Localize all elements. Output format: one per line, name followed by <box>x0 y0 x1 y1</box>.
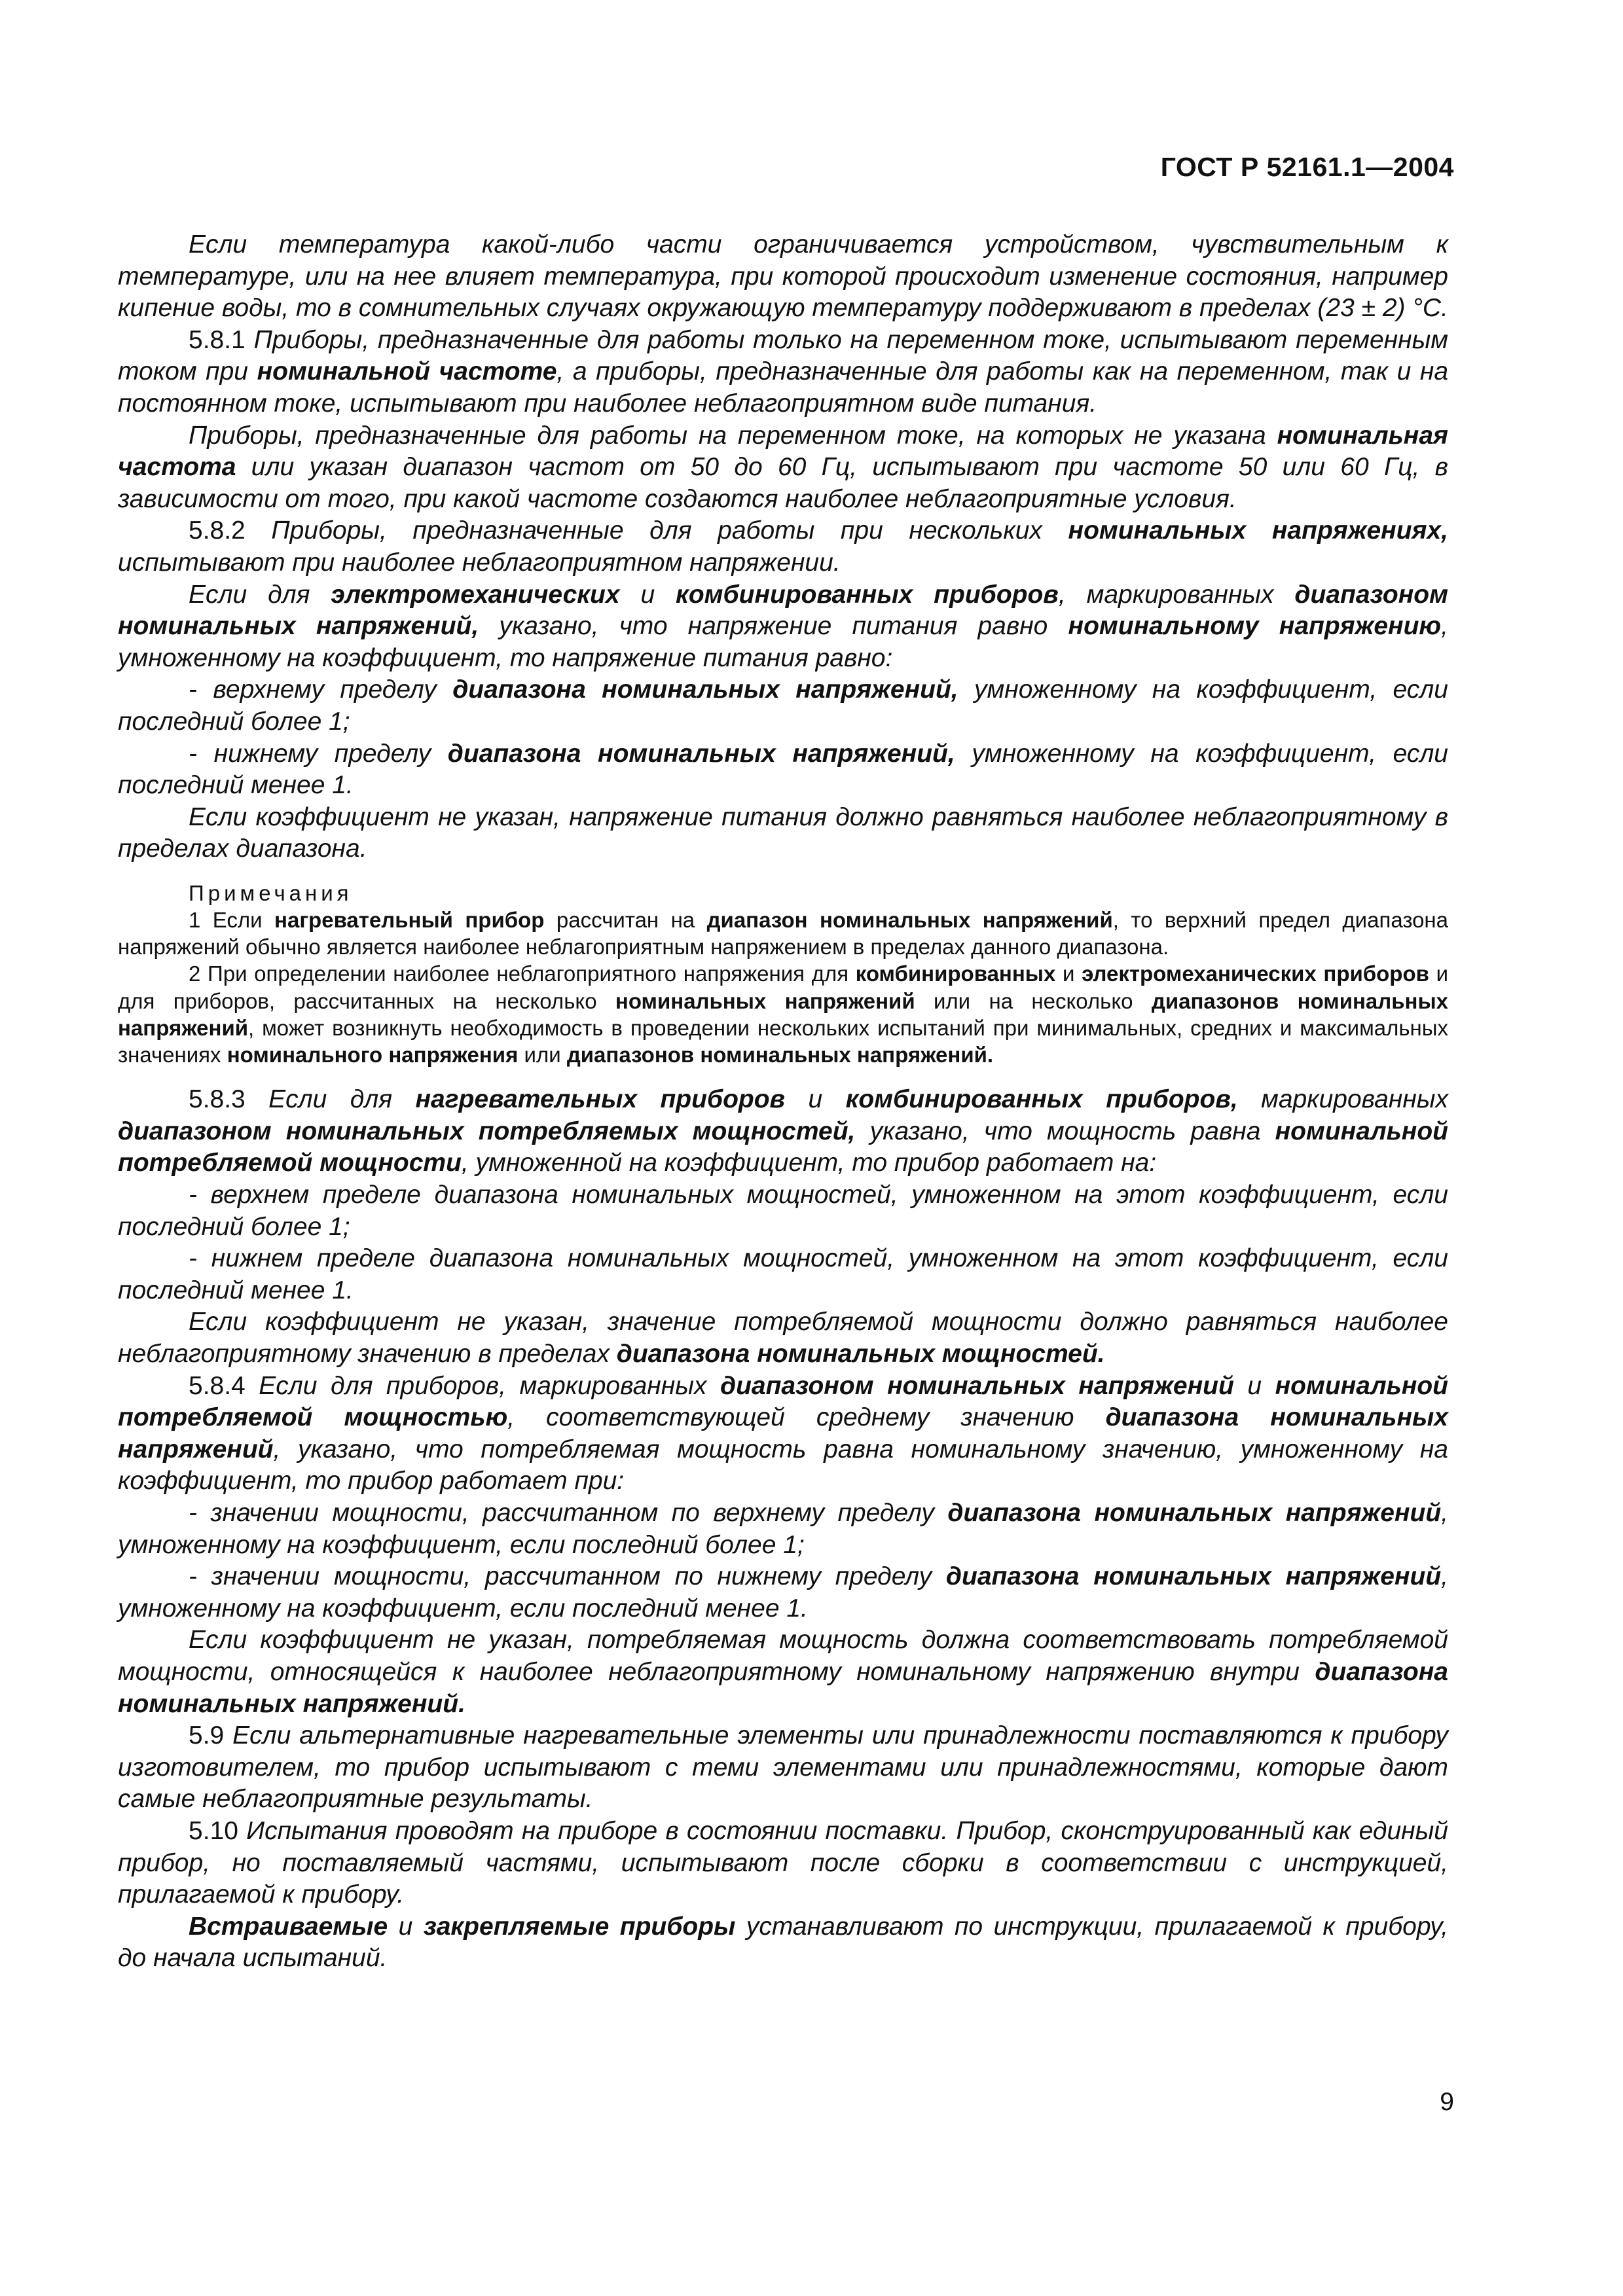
notes-block <box>118 880 1448 1068</box>
list-item: - верхнему пределу диапазона номинальных напряжений, умноженному на коэффициент, если последний более 1; <box>118 675 1448 736</box>
term: диапазоном номинальных потребляемых мощностей, <box>118 1117 856 1145</box>
clause-number: 5.9 <box>189 1721 225 1750</box>
note-1: 1 Если нагревательный прибор рассчитан на диапазон номинальных напряжений, то верхний предел диапазона напряжений обычно является наиболее неблагоприятным напряжением в пределах данного диапазона. <box>118 908 1449 960</box>
document-body <box>118 229 1448 1975</box>
term: диапазонов номинальных напряжений <box>118 988 1448 1040</box>
term: электромеханических <box>331 580 620 609</box>
term: номинального напряжения <box>227 1043 519 1067</box>
term: диапазона номинальных напряжений, <box>447 739 955 768</box>
clause-number: 5.8.2 <box>189 516 246 545</box>
term: номинальных напряжений <box>615 988 915 1013</box>
term: комбинированных приборов <box>676 580 1059 609</box>
term: диапазона номинальных напряжений <box>118 1403 1449 1463</box>
term: диапазона номинальных напряжений. <box>118 1657 1448 1718</box>
term: номинальная частота <box>118 421 1448 482</box>
term: диапазона номинальных напряжений <box>945 1562 1442 1591</box>
clause-5-8-1: 5.8.1 Приборы, предназначенные для работы только на переменном токе, испытывают переменным током при номинальной частоте, а приборы, предназначенные для работы как на переменном, так и на постоянном токе, испытывают при наиболее неблагоприятном виде питания. <box>118 325 1449 418</box>
list-item: - нижнем пределе диапазона номинальных мощностей, умноженном на этот коэффициент, если последний менее 1. <box>118 1244 1448 1304</box>
term: номинальной потребляемой мощностью <box>118 1371 1448 1432</box>
term: номинальных напряжениях, <box>1068 516 1449 545</box>
term: комбинированных приборов, <box>845 1085 1238 1114</box>
term: Встраиваемые <box>189 1912 388 1941</box>
clause-number: 5.8.1 <box>189 325 246 354</box>
term: нагревательных приборов <box>415 1085 786 1114</box>
paragraph: Приборы, предназначенные для работы на переменном токе, на которых не указана номинальная частота или указан диапазон частот от 50 до 60 Гц, испытывают при частоте 50 или 60 Гц, в зависимости от того, при какой частоте создаются наиболее неблагоприятные условия. <box>118 421 1448 513</box>
paragraph: Встраиваемые и закрепляемые приборы устанавливают по инструкции, прилагаемой к прибору, до начала испытаний. <box>118 1912 1448 1973</box>
term: диапазон номинальных напряжений <box>706 908 1113 933</box>
paragraph: Если для электромеханических и комбинированных приборов, маркированных диапазоном номинальных напряжений, указано, что напряжение питания равно номинальному напряжению, умноженному на коэффициент, то напряжение питания равно: <box>118 580 1448 672</box>
document-header: ГОСТ Р 52161.1—2004 <box>1160 152 1454 182</box>
notes-title: Примечания <box>189 880 353 905</box>
paragraph: Если коэффициент не указан, значение потребляемой мощности должно равняться наиболее неблагоприятному значению в пределах диапазона номинальных мощностей. <box>118 1308 1448 1369</box>
page-number: 9 <box>1440 2088 1454 2116</box>
clause-number: 5.8.3 <box>189 1085 246 1114</box>
paragraph: Если температура какой-либо части ограничивается устройством, чувствительным к температуре, или на нее влияет температура, при которой происходит изменение состояния, например кипение воды, то в сомнительных случаях окружающую температуру поддерживают в пределах (23 ± 2) °С. <box>118 230 1448 323</box>
term: диапазоном номинальных напряжений, <box>118 580 1448 641</box>
term: закрепляемые приборы <box>423 1912 736 1941</box>
clause-5-9: 5.9 Если альтернативные нагревательные элементы или принадлежности поставляются к прибору изготовителем, то прибор испытывают с теми элементами или принадлежностями, которые дают самые неблагоприятные результаты. <box>118 1721 1448 1814</box>
term: комбинированных <box>855 961 1056 986</box>
paragraph: Если коэффициент не указан, напряжение питания должно равняться наиболее неблагоприятному в пределах диапазона. <box>118 802 1448 863</box>
list-item: - значении мощности, рассчитанном по верхнему пределу диапазона номинальных напряжений, умноженному на коэффициент, если последний более 1; <box>118 1499 1448 1559</box>
term: номинальному напряжению <box>1068 612 1442 641</box>
list-item: - нижнему пределу диапазона номинальных напряжений, умноженному на коэффициент, если последний менее 1. <box>118 739 1448 800</box>
term: номинальной частоте <box>257 357 557 386</box>
term: диапазона номинальных напряжений, <box>452 675 958 704</box>
term: номинальной потребляемой мощности <box>118 1117 1449 1177</box>
list-item: - верхнем пределе диапазона номинальных мощностей, умноженном на этот коэффициент, если последний более 1; <box>118 1181 1448 1241</box>
clause-number: 5.10 <box>189 1816 238 1845</box>
clause-5-8-3: 5.8.3 Если для нагревательных приборов и комбинированных приборов, маркированных диапазоном номинальных потребляемых мощностей, указано, что мощность равна номинальной потребляемой мощности, умноженной на коэффициент, то прибор работает на: <box>118 1085 1449 1177</box>
clause-5-8-2: 5.8.2 Приборы, предназначенные для работы при нескольких номинальных напряжениях, испытывают при наиболее неблагоприятном напряжении. <box>118 516 1449 577</box>
clause-5-8-4: 5.8.4 Если для приборов, маркированных диапазоном номинальных напряжений и номинальной потребляемой мощностью, соответствующей среднему значению диапазона номинальных напряжений, указано, что потребляемая мощность равна номинальному значению, умноженному на коэффициент, то прибор работает при: <box>118 1371 1449 1496</box>
term: электромеханических приборов <box>1082 961 1429 986</box>
term: нагревательный прибор <box>274 908 545 933</box>
paragraph: Если коэффициент не указан, потребляемая мощность должна соответствовать потребляемой мощности, относящейся к наиболее неблагоприятному номинальному напряжению внутри диапазона номинальных напряжений. <box>118 1626 1448 1718</box>
clause-5-10: 5.10 Испытания проводят на приборе в состоянии поставки. Прибор, сконструированный как единый прибор, но поставляемый частями, испытывают после сборки в соответствии с инструкцией, прилагаемой к прибору. <box>118 1816 1448 1909</box>
term: диапазона номинальных напряжений <box>947 1499 1442 1528</box>
term: диапазоном номинальных напряжений <box>720 1371 1234 1400</box>
list-item: - значении мощности, рассчитанном по нижнему пределу диапазона номинальных напряжений, умноженному на коэффициент, если последний менее 1. <box>118 1562 1448 1623</box>
clause-number: 5.8.4 <box>189 1371 246 1400</box>
term: диапазонов номинальных напряжений. <box>566 1043 994 1067</box>
note-2: 2 При определении наиболее неблагоприятного напряжения для комбинированных и электромеханических приборов и для приборов, рассчитанных на несколько номинальных напряжений или на несколько диапазонов номинальных напряжений, может возникнуть необходимость в проведении нескольких испытаний при минимальных, средних и максимальных значениях номинального напряжения или диапазонов номинальных напряжений. <box>118 961 1449 1067</box>
term: диапазона номинальных мощностей. <box>616 1340 1105 1369</box>
